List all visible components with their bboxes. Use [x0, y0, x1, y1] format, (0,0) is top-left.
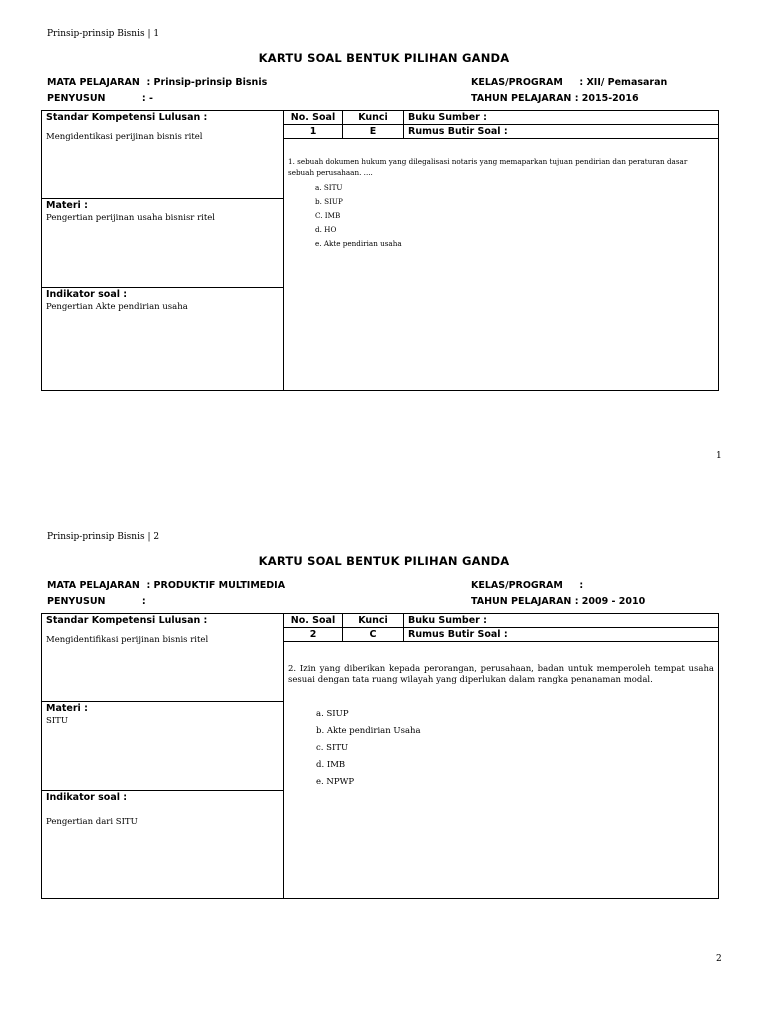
rumus-butir-soal-label: Rumus Butir Soal : — [404, 125, 719, 139]
document-page-1 — [0, 0, 768, 500]
option-b: b. SIUP — [315, 197, 343, 206]
kunci-value: E — [343, 125, 404, 139]
left-column — [42, 111, 284, 391]
kelas-program: KELAS/PROGRAM : — [471, 580, 584, 591]
skl-section — [42, 111, 283, 199]
kelas-program: KELAS/PROGRAM : XII/ Pemasaran — [471, 77, 668, 88]
running-header: Prinsip-prinsip Bisnis | 2 — [47, 532, 160, 542]
tahun-pelajaran: TAHUN PELAJARAN : 2015-2016 — [471, 93, 639, 104]
left-column — [42, 614, 284, 899]
buku-sumber-label: Buku Sumber : — [404, 614, 719, 628]
question-area — [284, 642, 719, 899]
materi-section — [42, 702, 283, 791]
indikator-label: Indikator soal : — [46, 289, 128, 300]
indikator-value: Pengertian Akte pendirian usaha — [46, 302, 188, 312]
tahun-pelajaran: TAHUN PELAJARAN : 2009 - 2010 — [471, 596, 646, 607]
indikator-section — [42, 791, 283, 875]
rumus-butir-soal-label: Rumus Butir Soal : — [404, 628, 719, 642]
question-text: 2. Izin yang diberikan kepada perorangan, perusahaan, badan untuk memperoleh tempat usaha sesuai dengan tata ruang wilayah yang diperlukan dalam rangka penanaman modal. — [288, 664, 714, 685]
indikator-label: Indikator soal : — [46, 792, 128, 803]
penyusun: PENYUSUN : — [47, 596, 146, 607]
kunci-value: C — [343, 628, 404, 642]
skl-value: Mengidentifikasi perijinan bisnis ritel — [46, 635, 209, 645]
kunci-label: Kunci — [343, 111, 404, 125]
option-d: d. IMB — [316, 760, 346, 770]
mata-pelajaran: MATA PELAJARAN : Prinsip-prinsip Bisnis — [47, 77, 268, 88]
option-c: C. IMB — [315, 211, 341, 220]
option-d: d. HO — [315, 225, 337, 234]
question-card — [41, 110, 719, 391]
option-a: a. SITU — [315, 183, 343, 192]
question-text: 1. sebuah dokumen hukum yang dilegalisasi notaris yang memaparkan tujuan pendirian dan peraturan dasar sebuah perusahaan. .... — [288, 157, 688, 177]
no-soal-value: 2 — [284, 628, 343, 642]
option-e: e. Akte pendirian usaha — [315, 239, 402, 248]
page-number: 2 — [716, 954, 722, 964]
mata-pelajaran: MATA PELAJARAN : PRODUKTIF MULTIMEDIA — [47, 580, 286, 591]
skl-value: Mengidentikasi perijinan bisnis ritel — [46, 132, 203, 142]
materi-label: Materi : — [46, 703, 88, 714]
option-a: a. SIUP — [316, 709, 349, 719]
card-title: KARTU SOAL BENTUK PILIHAN GANDA — [258, 51, 510, 65]
penyusun: PENYUSUN : - — [47, 93, 153, 104]
no-soal-label: No. Soal — [284, 614, 343, 628]
indikator-section — [42, 288, 283, 372]
no-soal-value: 1 — [284, 125, 343, 139]
option-e: e. NPWP — [316, 777, 355, 787]
indikator-value: Pengertian dari SITU — [46, 817, 138, 827]
answer-options — [315, 181, 714, 251]
skl-label: Standar Kompetensi Lulusan : — [46, 615, 208, 626]
skl-section — [42, 614, 283, 702]
materi-value: Pengertian perijinan usaha bisnisr ritel — [46, 213, 216, 223]
materi-section — [42, 199, 283, 288]
buku-sumber-label: Buku Sumber : — [404, 111, 719, 125]
card-title: KARTU SOAL BENTUK PILIHAN GANDA — [258, 554, 510, 568]
page-number: 1 — [716, 451, 722, 461]
question-card — [41, 613, 719, 899]
document-page-2 — [0, 503, 768, 1003]
running-header: Prinsip-prinsip Bisnis | 1 — [47, 29, 160, 39]
question-area — [284, 139, 719, 391]
materi-label: Materi : — [46, 200, 88, 211]
option-c: c. SITU — [316, 743, 349, 753]
skl-label: Standar Kompetensi Lulusan : — [46, 112, 208, 123]
no-soal-label: No. Soal — [284, 111, 343, 125]
materi-value: SITU — [46, 716, 69, 726]
option-b: b. Akte pendirian Usaha — [316, 726, 421, 736]
answer-options — [316, 706, 714, 791]
kunci-label: Kunci — [343, 614, 404, 628]
